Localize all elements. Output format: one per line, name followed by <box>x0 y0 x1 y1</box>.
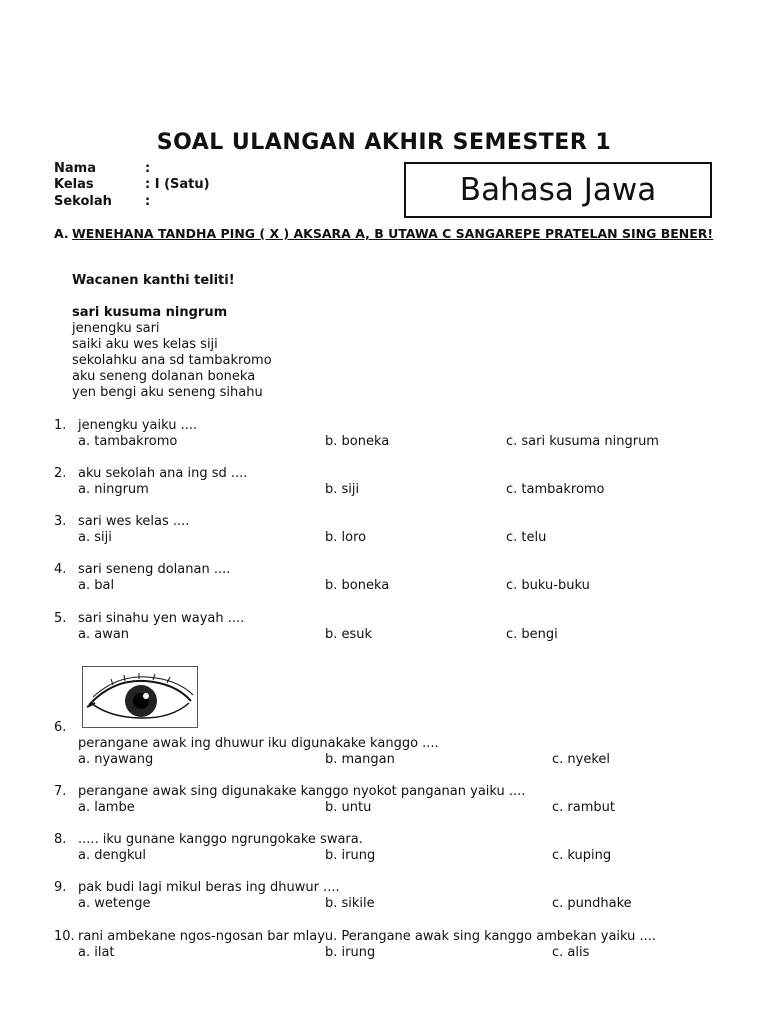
option-b[interactable]: b. irung <box>325 848 376 863</box>
page-title: SOAL ULANGAN AKHIR SEMESTER 1 <box>156 130 612 155</box>
question-number: 5. <box>54 611 67 626</box>
passage-line: aku seneng dolanan boneka <box>72 369 256 384</box>
field-label-sekolah: Sekolah <box>54 194 112 209</box>
question-number: 4. <box>54 562 67 577</box>
eye-icon <box>83 667 197 727</box>
question-number: 7. <box>54 784 67 799</box>
option-c[interactable]: c. pundhake <box>552 896 632 911</box>
question-text: perangane awak ing dhuwur iku digunakake kanggo .... <box>78 736 439 751</box>
option-c[interactable]: c. buku-buku <box>506 578 590 593</box>
option-a[interactable]: a. ilat <box>78 945 115 960</box>
passage-line: sekolahku ana sd tambakromo <box>72 353 272 368</box>
question-text: rani ambekane ngos-ngosan bar mlayu. Perangane awak sing kanggo ambekan yaiku .... <box>78 929 657 944</box>
option-a[interactable]: a. awan <box>78 627 130 642</box>
option-b[interactable]: b. boneka <box>325 578 390 593</box>
section-letter: A. <box>54 226 69 241</box>
question-text: sari seneng dolanan .... <box>78 562 231 577</box>
subject-label: Bahasa Jawa <box>459 172 657 208</box>
option-a[interactable]: a. dengkul <box>78 848 146 863</box>
option-a[interactable]: a. siji <box>78 530 112 545</box>
option-a[interactable]: a. nyawang <box>78 752 154 767</box>
question-number: 3. <box>54 514 67 529</box>
option-c[interactable]: c. tambakromo <box>506 482 605 497</box>
field-value-kelas: : I (Satu) <box>145 177 210 192</box>
question-text: sari wes kelas .... <box>78 514 190 529</box>
field-label-nama: Nama <box>54 161 96 176</box>
option-a[interactable]: a. tambakromo <box>78 434 178 449</box>
passage-line: saiki aku wes kelas siji <box>72 337 218 352</box>
option-a[interactable]: a. bal <box>78 578 115 593</box>
section-instruction: WENEHANA TANDHA PING ( X ) AKSARA A, B UTAWA C SANGAREPE PRATELAN SING BENER! <box>72 226 714 241</box>
option-c[interactable]: c. nyekel <box>552 752 611 767</box>
passage-line: jenengku sari <box>72 321 160 336</box>
option-b[interactable]: b. irung <box>325 945 376 960</box>
question-text: sari sinahu yen wayah .... <box>78 611 245 626</box>
question-number: 6. <box>54 720 67 735</box>
option-a[interactable]: a. wetenge <box>78 896 151 911</box>
question-number: 10. <box>54 929 75 944</box>
option-b[interactable]: b. untu <box>325 800 372 815</box>
question-number: 8. <box>54 832 67 847</box>
passage-line: yen bengi aku seneng sihahu <box>72 385 263 400</box>
question-number: 1. <box>54 418 67 433</box>
option-c[interactable]: c. kuping <box>552 848 612 863</box>
reading-prompt: Wacanen kanthi teliti! <box>72 273 235 288</box>
option-a[interactable]: a. lambe <box>78 800 135 815</box>
option-c[interactable]: c. rambut <box>552 800 615 815</box>
option-c[interactable]: c. sari kusuma ningrum <box>506 434 659 449</box>
field-value-sekolah: : <box>145 194 151 209</box>
question-text: ..... iku gunane kanggo ngrungokake swara. <box>78 832 363 847</box>
option-a[interactable]: a. ningrum <box>78 482 149 497</box>
question-number: 9. <box>54 880 67 895</box>
subject-box <box>404 162 712 218</box>
option-c[interactable]: c. telu <box>506 530 547 545</box>
option-b[interactable]: b. mangan <box>325 752 395 767</box>
option-c[interactable]: c. bengi <box>506 627 558 642</box>
option-b[interactable]: b. esuk <box>325 627 373 642</box>
eye-picture <box>82 666 198 728</box>
question-text: jenengku yaiku .... <box>78 418 198 433</box>
option-b[interactable]: b. loro <box>325 530 367 545</box>
field-value-nama: : <box>145 161 151 176</box>
field-label-kelas: Kelas <box>54 177 94 192</box>
question-number: 2. <box>54 466 67 481</box>
question-text: aku sekolah ana ing sd .... <box>78 466 248 481</box>
question-text: perangane awak sing digunakake kanggo nyokot panganan yaiku .... <box>78 784 526 799</box>
option-b[interactable]: b. siji <box>325 482 360 497</box>
option-b[interactable]: b. boneka <box>325 434 390 449</box>
passage-title: sari kusuma ningrum <box>72 305 228 320</box>
option-b[interactable]: b. sikile <box>325 896 375 911</box>
option-c[interactable]: c. alis <box>552 945 590 960</box>
question-text: pak budi lagi mikul beras ing dhuwur .... <box>78 880 340 895</box>
